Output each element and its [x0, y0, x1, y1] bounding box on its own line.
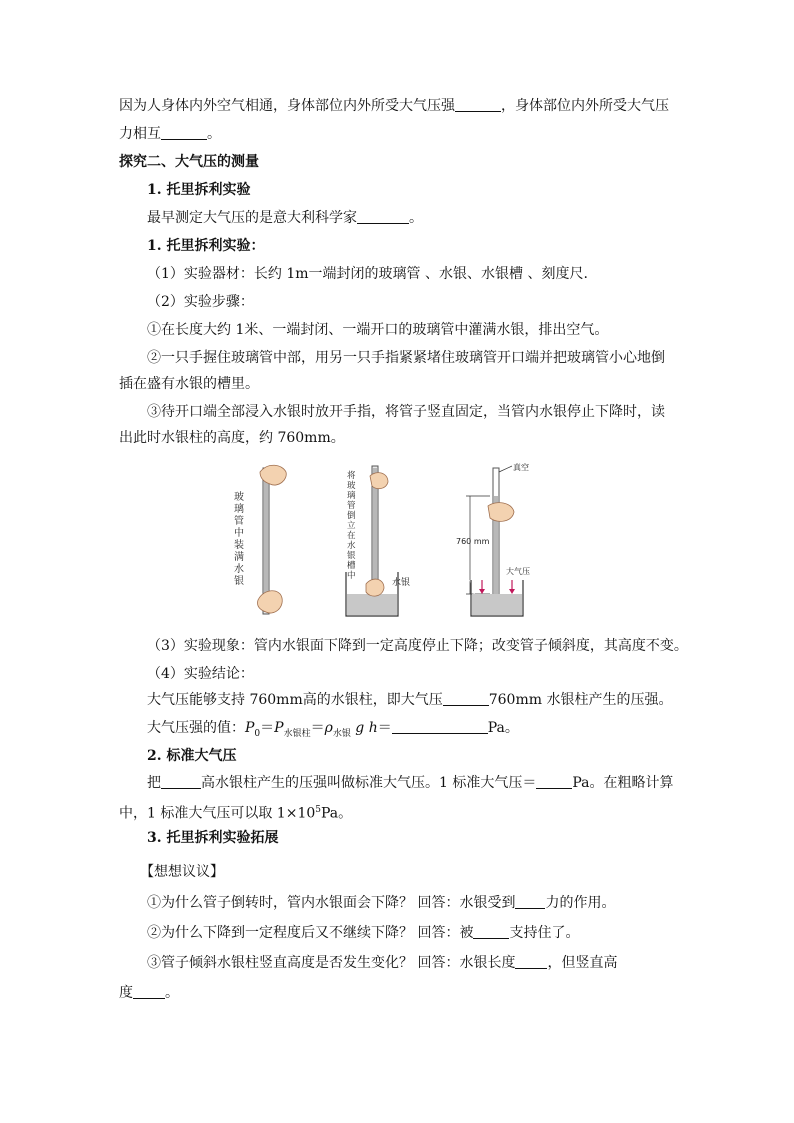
qa-3-cont	[119, 983, 179, 1003]
fill-blank[interactable]	[515, 894, 545, 909]
figure-label-char: 管	[234, 516, 244, 527]
mercury-column	[264, 470, 268, 612]
text: ，但竖直高	[547, 955, 618, 971]
figure-label-char: 玻	[347, 481, 356, 491]
text: 760mm 水银柱产生的压强。	[488, 692, 673, 708]
mercury-trough	[347, 594, 397, 615]
label-vacuum: 真空	[513, 463, 529, 472]
text: ①为什么管子倒转时，管内水银面会下降？ 回答：水银受到	[147, 895, 516, 911]
hand-icon	[366, 579, 384, 596]
fill-blank[interactable]	[161, 125, 207, 140]
label-atm-pressure: 大气压	[506, 567, 530, 576]
text: 。	[207, 126, 221, 142]
text: ②为什么下降到一定程度后又不继续下降？ 回答：被	[147, 925, 474, 941]
figure-label-char: 中	[234, 528, 244, 539]
paragraph-air-pressure-cont	[119, 124, 221, 144]
figure-label-char: 银	[234, 576, 244, 587]
figure-label-char: 满	[234, 552, 244, 563]
text: 支持住了。	[509, 925, 580, 941]
text: ，身体部位内外所受大气压	[501, 98, 669, 114]
section-heading: 探究二、大气压的测量	[119, 154, 259, 170]
text: Pa。	[487, 720, 519, 736]
figure-label-char: 管	[347, 501, 356, 511]
fill-blank[interactable]	[443, 691, 489, 706]
text: ＝	[310, 720, 325, 736]
figure-label-char: 璃	[347, 491, 356, 501]
subscript: 水银柱	[283, 728, 311, 739]
panel-measure	[456, 462, 530, 620]
label-fill-tube	[234, 490, 244, 587]
step-3-cont: 出此时水银柱的高度，约 760mm。	[119, 430, 345, 446]
step-2: ②一只手握住玻璃管中部，用另一只手指紧紧堵住玻璃管开口端并把玻璃管小心地倒	[147, 350, 665, 366]
standard-pressure-text	[147, 773, 674, 793]
figure-label-char: 倒	[347, 511, 356, 521]
figure-label-char: 立	[347, 521, 356, 531]
fill-blank[interactable]	[473, 924, 509, 939]
fill-blank[interactable]	[161, 774, 201, 789]
text: ＝	[377, 720, 392, 736]
figure-label-char: 将	[347, 471, 356, 481]
fill-blank[interactable]	[515, 954, 547, 969]
text: 高水银柱产生的压强叫做标准大气压。1 标准大气压＝	[201, 775, 537, 791]
question-first-scientist	[147, 208, 423, 228]
text: 把	[147, 775, 161, 791]
symbol: ρ	[324, 720, 333, 736]
think-heading: 【想想议议】	[140, 864, 224, 880]
text: Pa。在粗略计算	[572, 775, 674, 791]
subscript: 水银	[332, 728, 351, 739]
figure-label-char: 水	[347, 541, 356, 551]
arrow-icon	[509, 589, 515, 594]
text: 。	[165, 985, 179, 1001]
figure-label-char: 银	[347, 551, 356, 561]
figure-label-char: 槽	[347, 561, 356, 571]
steps-title: （2）实验步骤：	[147, 294, 254, 310]
qa-3	[147, 953, 617, 973]
label-height: 760 mm	[456, 537, 490, 546]
equipment-text: （1）实验器材：长约 1m一端封闭的玻璃管 、水银、水银槽 、刻度尺.	[147, 266, 588, 282]
figure-label-char: 中	[347, 571, 356, 581]
hand-icon	[370, 473, 388, 489]
text: 中，1 标准大气压可以取 1×10	[119, 805, 316, 822]
qa-2	[147, 923, 579, 943]
arrow-icon	[479, 589, 485, 594]
fill-blank[interactable]	[357, 209, 409, 224]
text: 力的作用。	[545, 895, 616, 911]
fill-blank[interactable]	[392, 719, 488, 734]
symbol: g h	[350, 720, 378, 736]
symbol: P	[274, 720, 284, 736]
panel-invert-tube	[346, 466, 410, 616]
text: ＝	[260, 720, 275, 736]
subheading-torricelli-experiment: 1. 托里拆利实验：	[147, 238, 265, 254]
symbol: P	[245, 720, 255, 736]
text: 最早测定大气压的是意大利科学家	[147, 210, 357, 226]
hand-icon	[257, 591, 282, 613]
fill-blank[interactable]	[536, 774, 572, 789]
step-1: ①在长度大约 1米、一端封闭、一端开口的玻璃管中灌满水银，排出空气。	[147, 322, 609, 338]
paragraph-air-pressure	[119, 96, 669, 116]
conclusion-1	[147, 690, 672, 710]
text: Pa。	[321, 805, 353, 822]
subscript: 0	[254, 728, 261, 739]
fill-blank[interactable]	[133, 984, 165, 999]
text: 力相互	[119, 126, 161, 142]
panel-fill-tube	[234, 465, 286, 614]
text: ③管子倾斜水银柱竖直高度是否发生变化？ 回答：水银长度	[147, 955, 516, 971]
hand-icon	[488, 503, 514, 522]
fill-blank[interactable]	[455, 97, 501, 112]
conclusion-title: （4）实验结论：	[147, 666, 254, 682]
conclusion-2	[147, 718, 519, 744]
step-3: ③待开口端全部浸入水银时放开手指，将管子竖直固定，当管内水银停止下降时，读	[147, 404, 665, 420]
subheading-standard-pressure: 2. 标准大气压	[147, 748, 237, 764]
text: 因为人身体内外空气相通，身体部位内外所受大气压强	[119, 98, 455, 114]
subheading-extension: 3. 托里拆利实验拓展	[147, 830, 279, 846]
text: 度	[119, 985, 133, 1001]
torricelli-figure	[220, 460, 565, 622]
label-mercury: 水银	[392, 578, 411, 588]
phenomenon-text: （3）实验现象：管内水银面下降到一定高度停止下降；改变管子倾斜度，其高度不变。	[147, 638, 688, 654]
step-2-cont: 插在盛有水银的槽里。	[119, 376, 259, 392]
text: 大气压能够支持 760mm高的水银柱，即大气压	[147, 692, 443, 708]
figure-label-char: 水	[234, 564, 244, 575]
figure-label-char: 装	[234, 540, 244, 551]
figure-label-char: 璃	[234, 504, 244, 515]
label-invert-tube	[347, 470, 356, 581]
superscript: 5	[315, 805, 321, 815]
subheading-torricelli: 1. 托里拆利实验	[147, 182, 251, 198]
figure-label-char: 在	[347, 531, 356, 541]
mercury-trough	[472, 594, 522, 615]
text: 大气压强的值：	[147, 720, 245, 736]
qa-1	[147, 893, 615, 913]
text: 。	[409, 210, 423, 226]
figure-label-char: 玻	[234, 492, 244, 503]
standard-pressure-cont	[119, 800, 352, 824]
